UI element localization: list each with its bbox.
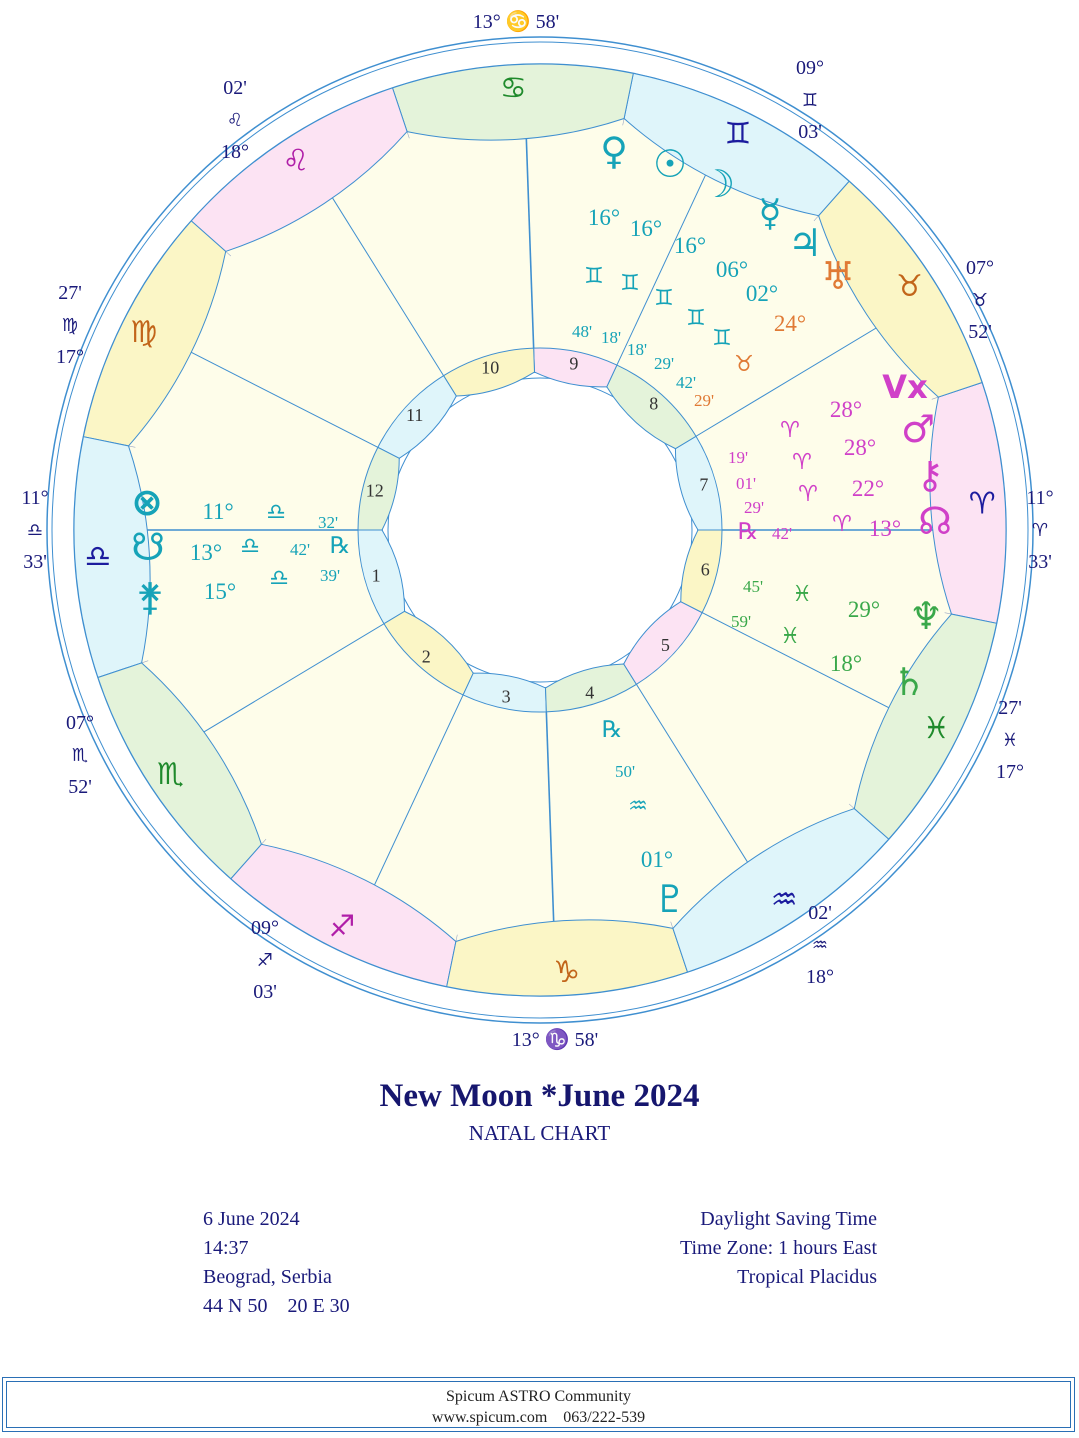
vertex-icon: Vx <box>882 368 928 406</box>
sign-icon: ♈ <box>780 418 800 443</box>
position-text: 42' <box>675 373 697 392</box>
house-number: 1 <box>371 565 381 586</box>
zodiac-sign-icon: ♐ <box>328 909 356 945</box>
zodiac-sign-icon: ♓ <box>922 711 950 747</box>
cusp-label-minutes: 03' <box>798 121 822 143</box>
birth-place: Beograd, Serbia <box>203 1266 332 1288</box>
position-text: 01' <box>735 474 757 493</box>
house-number: 3 <box>501 686 511 707</box>
sign-icon: ♓ <box>780 624 800 649</box>
cusp-label-text: 13° ♑ 58' <box>511 1029 599 1051</box>
sign-icon: ♎ <box>266 500 286 525</box>
cusp-label-sign-icon: ♐ <box>256 950 274 971</box>
position-text: 42' <box>771 524 793 543</box>
house-number: 5 <box>660 634 670 655</box>
position-text: 18° <box>829 651 863 676</box>
position-text: 29' <box>693 391 715 410</box>
cusp-label <box>221 77 249 163</box>
cusp-label-sign-icon: ♒ <box>811 935 829 956</box>
footer-box <box>2 1377 1075 1432</box>
footer-contact: www.spicum.com 063/222-539 <box>431 1409 646 1426</box>
cusp-label-degree: 07° <box>966 257 994 279</box>
position-text: 19' <box>727 448 749 467</box>
house-number: 10 <box>481 357 500 378</box>
cusp-label-sign-icon: ♓ <box>1001 730 1019 751</box>
house-number: 11 <box>405 405 424 426</box>
position-text: 13° <box>189 540 223 565</box>
house-system: Tropical Placidus <box>737 1266 877 1288</box>
position-text: ℞ <box>601 717 623 742</box>
house-number: 6 <box>700 559 710 580</box>
venus-icon: ♀ <box>600 129 628 173</box>
cusp-label-minutes: 33' <box>1028 551 1052 573</box>
cusp-label-degree: 09° <box>796 57 824 79</box>
mars-icon: ♂ <box>900 407 936 451</box>
moon-icon: ☽ <box>700 162 736 206</box>
sign-icon: ♊ <box>686 306 706 331</box>
sign-icon: ♓ <box>792 582 812 607</box>
position-text: 22° <box>851 476 885 501</box>
cusp-label-degree: 11° <box>21 487 49 509</box>
cusp-label <box>512 1027 599 1051</box>
house-number: 9 <box>569 353 579 374</box>
position-text: 16° <box>673 233 707 258</box>
time-zone: Time Zone: 1 hours East <box>679 1237 877 1259</box>
position-text: 01° <box>640 847 674 872</box>
sign-icon: ♊ <box>654 286 674 311</box>
pluto-icon: ♇ <box>652 877 688 921</box>
cusp-label-minutes: 52' <box>68 776 92 798</box>
sign-icon: ♎ <box>240 534 260 559</box>
zodiac-sign-icon: ♏ <box>156 757 184 793</box>
cusp-label-degree: 07° <box>66 712 94 734</box>
sign-icon: ♈ <box>798 482 818 507</box>
position-text: 02° <box>745 281 779 306</box>
birth-time: 14:37 <box>203 1237 249 1259</box>
cusp-label <box>806 902 834 988</box>
position-text: 45' <box>742 577 764 596</box>
zodiac-sign-icon: ♍ <box>130 314 158 350</box>
cusp-label <box>796 57 824 143</box>
position-text: 16° <box>629 216 663 241</box>
cusp-label-degree: 02' <box>223 77 247 99</box>
uranus-icon: ♅ <box>820 254 856 298</box>
zodiac-sign-icon: ♒ <box>770 882 798 918</box>
position-text: 29° <box>847 597 881 622</box>
position-text: 29' <box>653 354 675 373</box>
cusp-label-minutes: 18° <box>221 141 249 163</box>
cusp-label-sign-icon: ♎ <box>26 520 44 541</box>
position-text: 39' <box>319 566 341 585</box>
position-text: 18' <box>626 340 648 359</box>
birth-date: 6 June 2024 <box>203 1208 300 1230</box>
zodiac-sign-icon: ♉ <box>896 268 924 304</box>
cusp-label-sign-icon: ♊ <box>801 90 819 111</box>
sign-icon: ♊ <box>584 264 604 289</box>
chart-subtitle: NATAL CHART <box>468 1121 611 1145</box>
position-text: 29' <box>743 498 765 517</box>
house-number: 4 <box>585 682 595 703</box>
sign-icon: ♎ <box>269 566 289 591</box>
position-text: 13° <box>868 516 902 541</box>
cusp-label-minutes: 18° <box>806 966 834 988</box>
position-text: 06° <box>715 257 749 282</box>
cusp-label <box>56 282 84 368</box>
south-node-icon: ☋ <box>131 525 165 569</box>
position-text: 28° <box>843 435 877 460</box>
position-text: ℞ <box>737 519 759 544</box>
sign-icon: ♈ <box>832 512 852 537</box>
zodiac-sign-icon: ♊ <box>724 116 752 152</box>
chart-title: New Moon *June 2024 <box>379 1078 700 1114</box>
cusp-label-degree: 27' <box>998 697 1022 719</box>
cusp-label-minutes: 33' <box>23 551 47 573</box>
north-node-icon: ☊ <box>918 499 952 543</box>
juno-icon: ⚵ <box>136 575 164 619</box>
position-text: 16° <box>587 205 621 230</box>
zodiac-sign-icon: ♈ <box>968 486 996 522</box>
sign-icon: ♊ <box>620 271 640 296</box>
footer-community: Spicum ASTRO Community <box>446 1388 631 1405</box>
birth-coordinates: 44 N 50 20 E 30 <box>203 1295 350 1317</box>
cusp-label-sign-icon: ♍ <box>61 315 79 336</box>
cusp-label <box>996 697 1024 783</box>
zodiac-sign-icon: ♑ <box>553 955 581 991</box>
house-number: 7 <box>699 474 709 495</box>
zodiac-sign-icon: ♌ <box>282 143 310 179</box>
cusp-label-degree: 02' <box>808 902 832 924</box>
cusp-label-minutes: 17° <box>56 346 84 368</box>
cusp-label <box>473 9 560 33</box>
house-number: 8 <box>649 393 659 414</box>
cusp-label-degree: 27' <box>58 282 82 304</box>
position-text: 50' <box>614 762 636 781</box>
position-text: 32' <box>317 513 339 532</box>
cusp-label-degree: 09° <box>251 917 279 939</box>
birth-details <box>203 1205 350 1321</box>
position-text: 18' <box>600 328 622 347</box>
mercury-icon: ☿ <box>758 191 782 235</box>
cusp-label-sign-icon: ♏ <box>71 745 89 766</box>
position-text: 48' <box>571 322 593 341</box>
cusp-label-sign-icon: ♉ <box>971 290 989 311</box>
position-text: 42' <box>289 540 311 559</box>
house-number: 2 <box>421 646 431 667</box>
position-text: 15° <box>203 579 237 604</box>
neptune-icon: ♆ <box>908 594 944 638</box>
jupiter-icon: ♃ <box>787 221 823 265</box>
cusp-label <box>66 712 94 798</box>
sign-icon: ♊ <box>712 326 732 351</box>
cusp-label <box>251 917 279 1003</box>
dst-note: Daylight Saving Time <box>700 1208 877 1230</box>
cusp-label-text: 13° ♋ 58' <box>472 11 560 33</box>
cusp-label <box>21 487 48 573</box>
chart-settings <box>680 1205 877 1292</box>
sign-icon: ♉ <box>734 352 754 377</box>
sign-icon: ♈ <box>792 450 812 475</box>
zodiac-sign-icon: ♋ <box>499 70 527 106</box>
position-text: 28° <box>829 397 863 422</box>
cusp-label-sign-icon: ♈ <box>1031 520 1049 541</box>
zodiac-sign-icon: ♎ <box>84 539 112 575</box>
saturn-icon: ♄ <box>891 660 927 704</box>
sign-icon: ♒ <box>628 794 648 819</box>
sun-icon: ☉ <box>652 142 688 186</box>
position-text: 11° <box>202 499 234 524</box>
cusp-label-minutes: 52' <box>968 321 992 343</box>
cusp-label-sign-icon: ♌ <box>226 110 244 131</box>
chiron-icon: ⚷ <box>916 453 944 497</box>
part-of-fortune-icon: ⊗ <box>131 480 163 524</box>
position-text: ℞ <box>329 533 351 558</box>
cusp-label-degree: 11° <box>1026 487 1054 509</box>
position-text: 59' <box>730 612 752 631</box>
cusp-label-minutes: 17° <box>996 761 1024 783</box>
cusp-label-minutes: 03' <box>253 981 277 1003</box>
position-text: 24° <box>773 311 807 336</box>
house-number: 12 <box>365 480 384 501</box>
